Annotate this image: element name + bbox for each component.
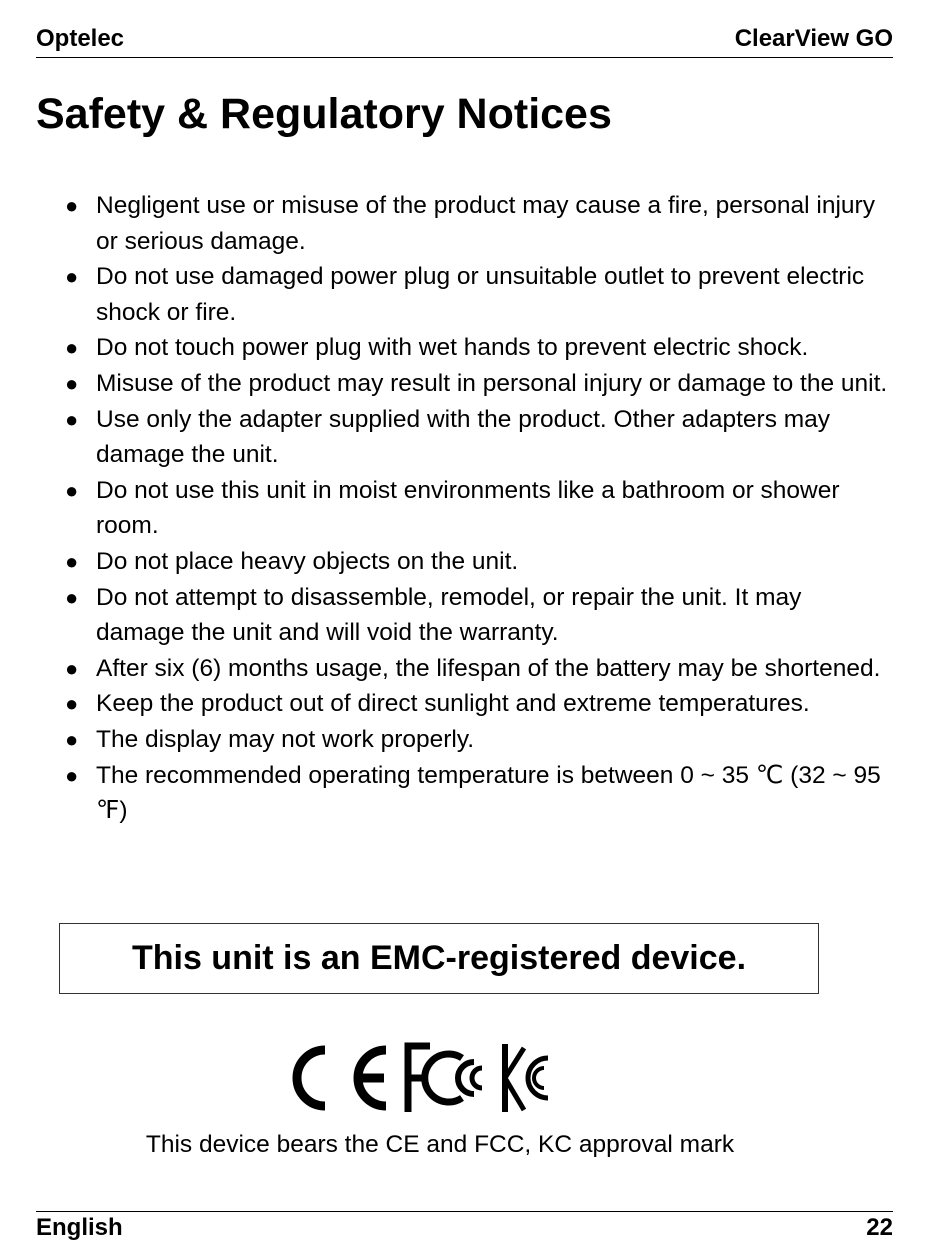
page-number: 22 xyxy=(866,1214,893,1241)
notice-text: Do not attempt to disassemble, remodel, or repair the unit. It may damage the unit and will void the warranty. xyxy=(96,583,802,647)
bullet-icon: ● xyxy=(65,726,79,752)
bullet-icon: ● xyxy=(65,548,79,574)
list-item xyxy=(65,259,896,330)
list-item xyxy=(65,651,896,687)
bullet-icon: ● xyxy=(65,335,79,361)
list-item xyxy=(65,722,896,758)
bullet-icon: ● xyxy=(65,193,79,218)
bullet-icon: ● xyxy=(65,655,79,681)
bullet-icon: ● xyxy=(65,477,79,503)
approval-marks xyxy=(286,1038,556,1118)
page-header xyxy=(36,24,893,58)
notice-text: Do not place heavy objects on the unit. xyxy=(96,547,519,575)
safety-notice-list xyxy=(65,188,896,829)
bullet-icon: ● xyxy=(65,264,79,290)
notice-text: The display may not work properly. xyxy=(96,725,475,753)
notice-text: Negligent use or misuse of the product may cause a fire, personal injury or serious damage. xyxy=(96,192,875,255)
kc-mark-icon xyxy=(505,1044,548,1112)
notice-text: Do not touch power plug with wet hands to prevent electric shock. xyxy=(96,334,809,362)
list-item xyxy=(65,330,896,366)
emc-notice-box xyxy=(59,923,819,994)
ce-mark-icon xyxy=(297,1050,386,1106)
notice-text: The recommended operating temperature is between 0 ~ 35 ℃ (32 ~ 95 ℉) xyxy=(96,761,881,825)
page-title: Safety & Regulatory Notices xyxy=(36,90,612,138)
notice-text: Do not use damaged power plug or unsuitable outlet to prevent electric shock or fire. xyxy=(96,263,865,326)
bullet-icon: ● xyxy=(65,691,79,717)
list-item xyxy=(65,580,896,651)
list-item xyxy=(65,188,896,259)
notice-text: Misuse of the product may result in personal injury or damage to the unit. xyxy=(96,369,888,397)
emc-notice-text: This unit is an EMC-registered device. xyxy=(131,939,747,977)
header-brand: Optelec xyxy=(36,25,125,52)
approval-caption: This device bears the CE and FCC, KC approval mark xyxy=(145,1131,735,1158)
list-item xyxy=(65,402,896,473)
notice-text: Keep the product out of direct sunlight and extreme temperatures. xyxy=(96,690,810,718)
list-item xyxy=(65,758,896,829)
bullet-icon: ● xyxy=(65,762,79,788)
bullet-icon: ● xyxy=(65,370,79,396)
notice-text: After six (6) months usage, the lifespan of the battery may be shortened. xyxy=(96,654,881,682)
list-item xyxy=(65,544,896,580)
footer-language: English xyxy=(36,1214,123,1241)
bullet-icon: ● xyxy=(65,584,79,610)
list-item xyxy=(65,366,896,402)
page-footer xyxy=(36,1211,893,1244)
bullet-icon: ● xyxy=(65,406,79,432)
notice-text: Use only the adapter supplied with the product. Other adapters may damage the unit. xyxy=(96,405,831,469)
notice-text: Do not use this unit in moist environments like a bathroom or shower room. xyxy=(96,476,840,540)
list-item xyxy=(65,686,896,722)
list-item xyxy=(65,473,896,544)
fcc-mark-icon xyxy=(408,1046,482,1112)
header-product: ClearView GO xyxy=(734,25,893,52)
